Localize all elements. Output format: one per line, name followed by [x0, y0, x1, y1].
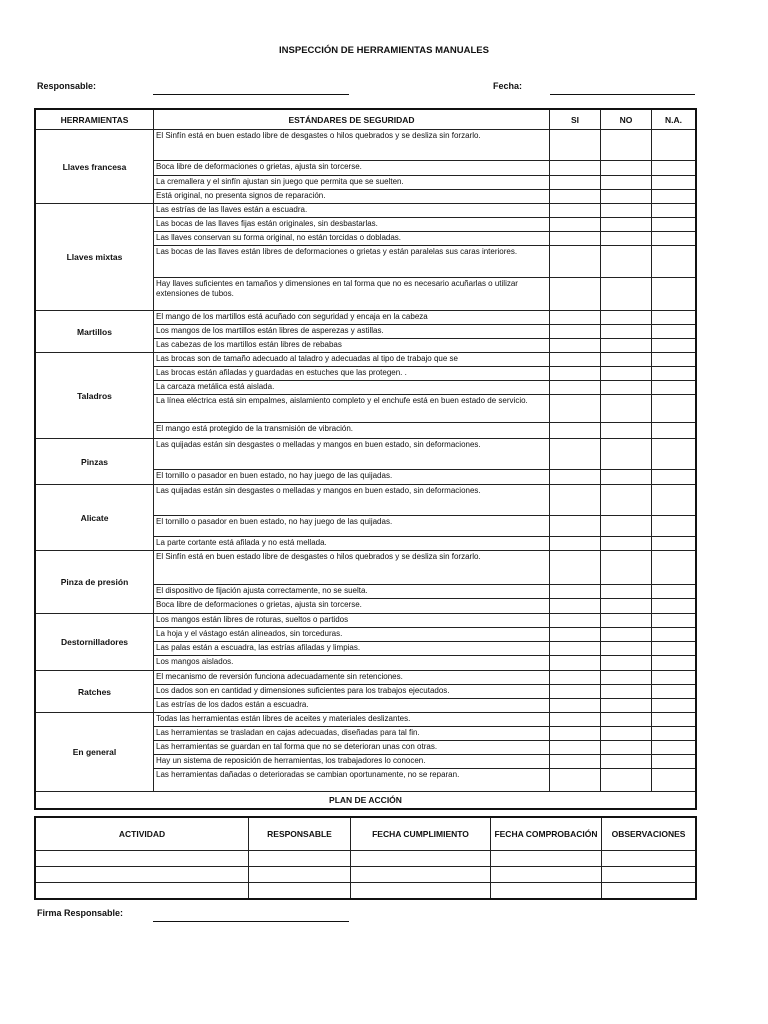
- check-cell-na[interactable]: [652, 470, 696, 485]
- firma-signature-line[interactable]: [153, 921, 349, 922]
- check-cell-na[interactable]: [652, 713, 696, 727]
- tool-name: Alicate: [36, 485, 154, 551]
- check-cell-no[interactable]: [601, 769, 652, 792]
- plan-cell[interactable]: [602, 867, 696, 883]
- standard-text: El mango está protegido de la transmisión de vibración.: [154, 423, 550, 439]
- check-cell-na[interactable]: [652, 656, 696, 671]
- standard-text: Las herramientas se trasladan en cajas adecuadas, diseñadas para tal fin.: [154, 727, 550, 741]
- standard-text: Boca libre de deformaciones o grietas, ajusta sin torcerse.: [154, 161, 550, 176]
- plan-cell[interactable]: [351, 883, 491, 899]
- inspection-row: [36, 485, 696, 516]
- inspection-table: [35, 109, 696, 809]
- plan-row: [36, 883, 696, 899]
- check-cell-si[interactable]: [550, 423, 601, 439]
- check-cell-na[interactable]: [652, 642, 696, 656]
- plan-cell[interactable]: [351, 851, 491, 867]
- check-cell-no[interactable]: [601, 130, 652, 161]
- check-cell-no[interactable]: [601, 325, 652, 339]
- check-cell-na[interactable]: [652, 755, 696, 769]
- check-cell-na[interactable]: [652, 325, 696, 339]
- plan-cell[interactable]: [491, 851, 602, 867]
- standard-text: Las quijadas están sin desgastes o melladas y mangos en buen estado, sin deformaciones.: [154, 439, 550, 470]
- plan-cell[interactable]: [36, 883, 249, 899]
- check-cell-si[interactable]: [550, 727, 601, 741]
- check-cell-si[interactable]: [550, 656, 601, 671]
- check-cell-na[interactable]: [652, 614, 696, 628]
- check-cell-na[interactable]: [652, 130, 696, 161]
- check-cell-si[interactable]: [550, 741, 601, 755]
- check-cell-na[interactable]: [652, 176, 696, 190]
- check-cell-na[interactable]: [652, 232, 696, 246]
- check-cell-si[interactable]: [550, 516, 601, 537]
- check-cell-si[interactable]: [550, 470, 601, 485]
- check-cell-na[interactable]: [652, 395, 696, 423]
- plan-cell[interactable]: [249, 883, 351, 899]
- plan-cell[interactable]: [602, 851, 696, 867]
- check-cell-no[interactable]: [601, 671, 652, 685]
- inspection-row: [36, 614, 696, 628]
- fecha-line[interactable]: [550, 94, 695, 95]
- check-cell-si[interactable]: [550, 339, 601, 353]
- standard-text: El dispositivo de fijación ajusta correctamente, no se suelta.: [154, 585, 550, 599]
- standard-text: Las herramientas dañadas o deterioradas se cambian oportunamente, no se reparan.: [154, 769, 550, 792]
- standard-text: La cremallera y el sinfín ajustan sin juego que permita que se suelten.: [154, 176, 550, 190]
- check-cell-si[interactable]: [550, 218, 601, 232]
- check-cell-si[interactable]: [550, 161, 601, 176]
- standard-text: El tornillo o pasador en buen estado, no hay juego de las quijadas.: [154, 470, 550, 485]
- check-cell-si[interactable]: [550, 614, 601, 628]
- check-cell-si[interactable]: [550, 439, 601, 470]
- check-cell-si[interactable]: [550, 395, 601, 423]
- inspection-row: [36, 551, 696, 585]
- check-cell-no[interactable]: [601, 614, 652, 628]
- check-cell-no[interactable]: [601, 699, 652, 713]
- check-cell-si[interactable]: [550, 551, 601, 585]
- standard-text: El tornillo o pasador en buen estado, no hay juego de las quijadas.: [154, 516, 550, 537]
- check-cell-no[interactable]: [601, 190, 652, 204]
- header-herramientas: HERRAMIENTAS: [36, 110, 154, 130]
- inspection-row: [36, 311, 696, 325]
- check-cell-si[interactable]: [550, 699, 601, 713]
- check-cell-no[interactable]: [601, 339, 652, 353]
- tool-name: Taladros: [36, 353, 154, 439]
- header-no: NO: [601, 110, 652, 130]
- plan-cell[interactable]: [36, 867, 249, 883]
- check-cell-na[interactable]: [652, 551, 696, 585]
- standard-text: Las palas están a escuadra, las estrías afiladas y limpias.: [154, 642, 550, 656]
- standard-text: Hay un sistema de reposición de herramientas, los trabajadores lo conocen.: [154, 755, 550, 769]
- check-cell-si[interactable]: [550, 204, 601, 218]
- header-estandares: ESTÁNDARES DE SEGURIDAD: [154, 110, 550, 130]
- check-cell-no[interactable]: [601, 439, 652, 470]
- standard-text: Los mangos aislados.: [154, 656, 550, 671]
- standard-text: Las llaves conservan su forma original, no están torcidas o dobladas.: [154, 232, 550, 246]
- plan-row: [36, 867, 696, 883]
- standard-text: Las bocas de las llaves están libres de deformaciones o grietas y están paralelas sus caras interiores.: [154, 246, 550, 278]
- check-cell-na[interactable]: [652, 367, 696, 381]
- check-cell-si[interactable]: [550, 176, 601, 190]
- standard-text: La carcaza metálica está aislada.: [154, 381, 550, 395]
- check-cell-no[interactable]: [601, 161, 652, 176]
- plan-header-actividad: ACTIVIDAD: [36, 818, 249, 851]
- check-cell-si[interactable]: [550, 713, 601, 727]
- standard-text: Las brocas son de tamaño adecuado al taladro y adecuadas al tipo de trabajo que se: [154, 353, 550, 367]
- tool-name: Llaves francesa: [36, 130, 154, 204]
- check-cell-no[interactable]: [601, 311, 652, 325]
- plan-row: [36, 851, 696, 867]
- standard-text: Las herramientas se guardan en tal forma que no se deterioran unas con otras.: [154, 741, 550, 755]
- check-cell-si[interactable]: [550, 642, 601, 656]
- check-cell-na[interactable]: [652, 516, 696, 537]
- standard-text: Las brocas están afiladas y guardadas en estuches que las protegen. .: [154, 367, 550, 381]
- inspection-row: [36, 439, 696, 470]
- plan-title: PLAN DE ACCIÓN: [36, 792, 696, 809]
- check-cell-si[interactable]: [550, 628, 601, 642]
- standard-text: Las estrías de las llaves están a escuadra.: [154, 204, 550, 218]
- plan-cell[interactable]: [491, 867, 602, 883]
- tool-name: Pinzas: [36, 439, 154, 485]
- check-cell-na[interactable]: [652, 769, 696, 792]
- check-cell-si[interactable]: [550, 585, 601, 599]
- standard-text: Boca libre de deformaciones o grietas, ajusta sin torcerse.: [154, 599, 550, 614]
- check-cell-na[interactable]: [652, 585, 696, 599]
- tool-name: Martillos: [36, 311, 154, 353]
- plan-cell[interactable]: [602, 883, 696, 899]
- tool-name: En general: [36, 713, 154, 792]
- check-cell-no[interactable]: [601, 367, 652, 381]
- check-cell-no[interactable]: [601, 656, 652, 671]
- standard-text: La hoja y el vástago están alineados, sin torceduras.: [154, 628, 550, 642]
- check-cell-no[interactable]: [601, 353, 652, 367]
- check-cell-na[interactable]: [652, 353, 696, 367]
- check-cell-no[interactable]: [601, 599, 652, 614]
- check-cell-no[interactable]: [601, 470, 652, 485]
- check-cell-si[interactable]: [550, 246, 601, 278]
- check-cell-na[interactable]: [652, 439, 696, 470]
- standard-text: Las bocas de las llaves fijas están originales, sin desbastarlas.: [154, 218, 550, 232]
- check-cell-no[interactable]: [601, 395, 652, 423]
- check-cell-na[interactable]: [652, 599, 696, 614]
- action-plan-table: [35, 817, 696, 899]
- check-cell-si[interactable]: [550, 130, 601, 161]
- plan-cell[interactable]: [249, 851, 351, 867]
- check-cell-no[interactable]: [601, 628, 652, 642]
- check-cell-si[interactable]: [550, 232, 601, 246]
- check-cell-si[interactable]: [550, 353, 601, 367]
- inspection-row: [36, 353, 696, 367]
- inspection-row: [36, 204, 696, 218]
- responsable-signature-line[interactable]: [153, 94, 349, 95]
- check-cell-no[interactable]: [601, 537, 652, 551]
- check-cell-si[interactable]: [550, 671, 601, 685]
- plan-header-fecha-comprobacion: FECHA COMPROBACIÓN: [491, 818, 602, 851]
- check-cell-no[interactable]: [601, 585, 652, 599]
- standard-text: El mecanismo de reversión funciona adecuadamente sin retenciones.: [154, 671, 550, 685]
- check-cell-no[interactable]: [601, 755, 652, 769]
- check-cell-si[interactable]: [550, 755, 601, 769]
- check-cell-si[interactable]: [550, 278, 601, 311]
- check-cell-no[interactable]: [601, 685, 652, 699]
- check-cell-na[interactable]: [652, 190, 696, 204]
- check-cell-na[interactable]: [652, 423, 696, 439]
- check-cell-na[interactable]: [652, 161, 696, 176]
- standard-text: La línea eléctrica está sin empalmes, aislamiento completo y el enchufe está en buen estado de servicio.: [154, 395, 550, 423]
- plan-cell[interactable]: [249, 867, 351, 883]
- check-cell-no[interactable]: [601, 232, 652, 246]
- inspection-header-row: [36, 110, 696, 130]
- standard-text: Las quijadas están sin desgastes o melladas y mangos en buen estado, sin deformaciones.: [154, 485, 550, 516]
- plan-header-observaciones: OBSERVACIONES: [602, 818, 696, 851]
- plan-header-row: [36, 818, 696, 851]
- standard-text: Los mangos de los martillos están libres de asperezas y astillas.: [154, 325, 550, 339]
- tool-name: Ratches: [36, 671, 154, 713]
- check-cell-si[interactable]: [550, 685, 601, 699]
- page-title: INSPECCIÓN DE HERRAMIENTAS MANUALES: [279, 45, 489, 56]
- standard-text: Los dados son en cantidad y dimensiones suficientes para los trabajos ejecutados.: [154, 685, 550, 699]
- check-cell-si[interactable]: [550, 381, 601, 395]
- standard-text: Hay llaves suficientes en tamaños y dimensiones en tal forma que no es necesario acuñarlas o utilizar extensiones de tubos.: [154, 278, 550, 311]
- check-cell-no[interactable]: [601, 176, 652, 190]
- check-cell-no[interactable]: [601, 246, 652, 278]
- standard-text: Los mangos están libres de roturas, sueltos o partidos: [154, 614, 550, 628]
- plan-cell[interactable]: [351, 867, 491, 883]
- standard-text: El Sinfín está en buen estado libre de desgastes o hilos quebrados y se desliza sin forzarlo.: [154, 130, 550, 161]
- standard-text: La parte cortante está afilada y no está mellada.: [154, 537, 550, 551]
- tool-name: Llaves mixtas: [36, 204, 154, 311]
- standard-text: Las estrías de los dados están a escuadra.: [154, 699, 550, 713]
- check-cell-na[interactable]: [652, 741, 696, 755]
- check-cell-na[interactable]: [652, 381, 696, 395]
- check-cell-na[interactable]: [652, 218, 696, 232]
- plan-header-responsable: RESPONSABLE: [249, 818, 351, 851]
- check-cell-na[interactable]: [652, 246, 696, 278]
- inspection-row: [36, 130, 696, 161]
- check-cell-si[interactable]: [550, 769, 601, 792]
- check-cell-no[interactable]: [601, 516, 652, 537]
- responsable-label: Responsable:: [37, 81, 97, 91]
- check-cell-na[interactable]: [652, 485, 696, 516]
- check-cell-no[interactable]: [601, 713, 652, 727]
- check-cell-na[interactable]: [652, 339, 696, 353]
- check-cell-no[interactable]: [601, 218, 652, 232]
- check-cell-si[interactable]: [550, 325, 601, 339]
- check-cell-no[interactable]: [601, 551, 652, 585]
- standard-text: Las cabezas de los martillos están libres de rebabas: [154, 339, 550, 353]
- check-cell-no[interactable]: [601, 642, 652, 656]
- check-cell-no[interactable]: [601, 204, 652, 218]
- check-cell-na[interactable]: [652, 699, 696, 713]
- fecha-label: Fecha:: [493, 81, 523, 91]
- plan-cell[interactable]: [36, 851, 249, 867]
- tool-name: Destornilladores: [36, 614, 154, 671]
- check-cell-no[interactable]: [601, 278, 652, 311]
- check-cell-si[interactable]: [550, 599, 601, 614]
- check-cell-na[interactable]: [652, 628, 696, 642]
- check-cell-si[interactable]: [550, 367, 601, 381]
- header-si: SI: [550, 110, 601, 130]
- check-cell-si[interactable]: [550, 311, 601, 325]
- inspection-row: [36, 713, 696, 727]
- check-cell-no[interactable]: [601, 741, 652, 755]
- inspection-row: [36, 671, 696, 685]
- standard-text: El mango de los martillos está acuñado con seguridad y encaja en la cabeza: [154, 311, 550, 325]
- standard-text: Está original, no presenta signos de reparación.: [154, 190, 550, 204]
- plan-cell[interactable]: [491, 883, 602, 899]
- check-cell-na[interactable]: [652, 278, 696, 311]
- plan-header-fecha-cumplimiento: FECHA CUMPLIMIENTO: [351, 818, 491, 851]
- check-cell-no[interactable]: [601, 485, 652, 516]
- check-cell-si[interactable]: [550, 485, 601, 516]
- standard-text: Todas las herramientas están libres de aceites y materiales deslizantes.: [154, 713, 550, 727]
- standard-text: El Sinfín está en buen estado libre de desgastes o hilos quebrados y se desliza sin forzarlo.: [154, 551, 550, 585]
- check-cell-na[interactable]: [652, 685, 696, 699]
- header-na: N.A.: [652, 110, 696, 130]
- check-cell-si[interactable]: [550, 537, 601, 551]
- check-cell-no[interactable]: [601, 381, 652, 395]
- tool-name: Pinza de presión: [36, 551, 154, 614]
- firma-label: Firma Responsable:: [37, 908, 124, 918]
- check-cell-na[interactable]: [652, 671, 696, 685]
- check-cell-na[interactable]: [652, 311, 696, 325]
- check-cell-na[interactable]: [652, 537, 696, 551]
- check-cell-no[interactable]: [601, 423, 652, 439]
- check-cell-no[interactable]: [601, 727, 652, 741]
- check-cell-si[interactable]: [550, 190, 601, 204]
- check-cell-na[interactable]: [652, 727, 696, 741]
- check-cell-na[interactable]: [652, 204, 696, 218]
